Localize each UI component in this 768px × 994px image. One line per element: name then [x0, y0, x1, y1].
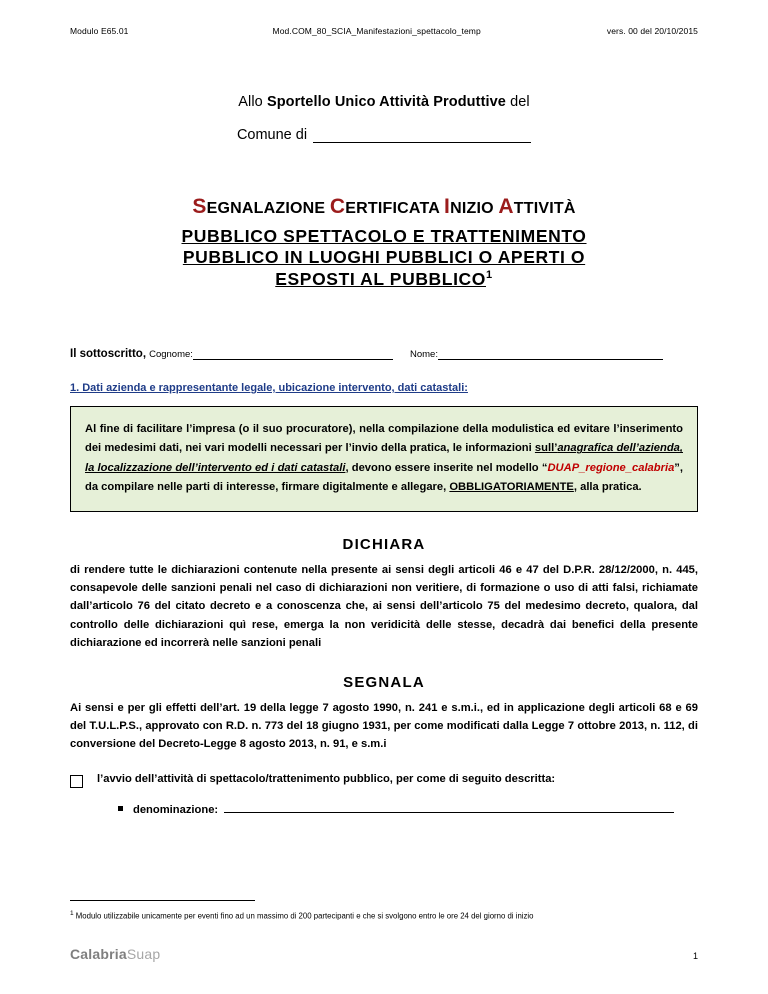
comune-label: Comune di [236, 127, 308, 143]
dichiara-body: di rendere tutte le dichiarazioni contenute nella presente ai sensi degli articoli 46 e 47 del D.P.R. 28/12/2000, n. 445, consapevole delle sanzioni penali nel caso di dichiarazioni non veritiere, di formazione o uso di atti falsi, richiamate dall’articolo 76 del citato decreto e a conoscenza che, ai sensi dell’articolo 75 del medesimo decreto, qualora, dal controllo delle dichiarazioni quì rese, emerga la non veridicità delle stesse, decadrà dai benefici della presente dichiarazione ed incorrerà nelle sanzioni penali [70, 564, 698, 649]
title-line-3-text: ESPOSTI AL PUBBLICO [275, 268, 486, 289]
footnote-marker: 1 [70, 909, 74, 917]
scia-title [70, 195, 698, 219]
green-box-part-2: , devono essere inserite nel modello “ [345, 461, 548, 474]
header-module-code: Modulo E65.01 [70, 26, 129, 36]
cognome-label: Cognome: [149, 349, 193, 361]
segnala-body: Ai sensi e per gli effetti dell’art. 19 della legge 7 agosto 1990, n. 241 e s.m.i., ed in applicazione degli articoli 68 e 69 del T.U.L.P.S., approvato con R.D. n. 773 del 18 giugno 1931, per come modificati dalla Legge 7 ottobre 2013, n. 112, di conversione del Decreto-Legge 8 agosto 2013, n. 91, e s.m.i [70, 701, 698, 751]
avvio-attivita-row[interactable] [70, 773, 698, 788]
brand-logo [70, 946, 160, 962]
address-block [70, 94, 698, 143]
title-block [70, 195, 698, 290]
address-prefix: Allo [238, 94, 267, 110]
footnote-body: Modulo utilizzabile unicamente per eventi fino ad un massimo di 200 partecipanti e che si svolgono entro le ore 24 del giorno di inizio [73, 911, 534, 921]
green-box-emphasis: anagrafica dell’azienda, la localizzazione dell’intervento ed i dati catastali [85, 442, 683, 474]
header-model-name: Mod.COM_80_SCIA_Manifestazioni_spettacolo_temp [272, 26, 481, 36]
scia-word-attivita: TTIVITÀ [513, 200, 576, 217]
info-green-box [70, 406, 698, 512]
denominazione-input-line[interactable] [224, 801, 674, 813]
green-box-duap-model: DUAP_regione_calabria [547, 461, 675, 474]
section-1-heading: 1. Dati azienda e rappresentante legale, ubicazione intervento, dati catastali: [70, 382, 468, 395]
denominazione-row [118, 801, 698, 816]
scia-word-inizio: NIZIO [450, 200, 499, 217]
avvio-attivita-label: l’avvio dell’attività di spettacolo/trattenimento pubblico, per come di seguito descritta: [97, 773, 556, 786]
avvio-attivita-checkbox[interactable] [70, 775, 83, 788]
page-number: 1 [692, 951, 698, 961]
document-footer [70, 946, 698, 962]
address-line-1 [70, 94, 698, 110]
segnala-heading: SEGNALA [343, 673, 425, 691]
title-line-3 [70, 269, 698, 290]
address-line-2 [70, 127, 698, 143]
document-header [70, 26, 698, 36]
sottoscritto-row [70, 348, 698, 360]
green-box-underline-1: sull’ [534, 442, 558, 455]
address-suffix: del [505, 94, 530, 110]
header-version: vers. 00 del 20/10/2015 [606, 26, 698, 36]
nome-label: Nome: [410, 349, 438, 361]
footnote-divider [70, 900, 255, 901]
scia-cap-c: C [329, 195, 346, 218]
green-box-obbligatoriamente: OBBLIGATORIAMENTE [449, 480, 574, 493]
document-title [70, 226, 698, 290]
title-line-1: PUBBLICO SPETTACOLO E TRATTENIMENTO [181, 226, 587, 246]
sottoscritto-label: Il sottoscritto, [70, 348, 147, 361]
footnote-text [70, 909, 533, 923]
scia-word-certificata: ERTIFICATA [345, 200, 445, 217]
square-bullet-icon [118, 806, 123, 811]
brand-calabria: Calabria [70, 946, 127, 962]
scia-cap-s: S [192, 195, 207, 218]
brand-suap: Suap [126, 946, 161, 962]
green-box-part-1: Al fine di facilitare l’impresa (o il suo procuratore), nella compilazione della modulistica ed evitare l’inserimento dei medesimi dati, nei vari modelli necessari per l’invio della pratica, le informazioni [85, 423, 683, 455]
green-box-part-3: ”, da compilare nelle parti di interesse, firmare digitalmente e allegare, [85, 461, 683, 493]
cognome-input-line[interactable] [193, 348, 393, 360]
nome-input-line[interactable] [438, 348, 663, 360]
scia-word-segnalazione: EGNALAZIONE [206, 200, 330, 217]
scia-cap-i: I [444, 195, 451, 218]
denominazione-label: denominazione: [133, 804, 219, 817]
address-office-name: Sportello Unico Attività Produttive [266, 94, 506, 110]
dichiara-heading: DICHIARA [342, 536, 426, 554]
title-footnote-marker: 1 [486, 268, 493, 281]
title-line-2: PUBBLICO IN LUOGHI PUBBLICI O APERTI O [182, 247, 586, 268]
green-box-part-4: , alla pratica. [573, 480, 642, 493]
comune-input-line[interactable] [313, 128, 531, 143]
scia-cap-a: A [498, 195, 514, 218]
